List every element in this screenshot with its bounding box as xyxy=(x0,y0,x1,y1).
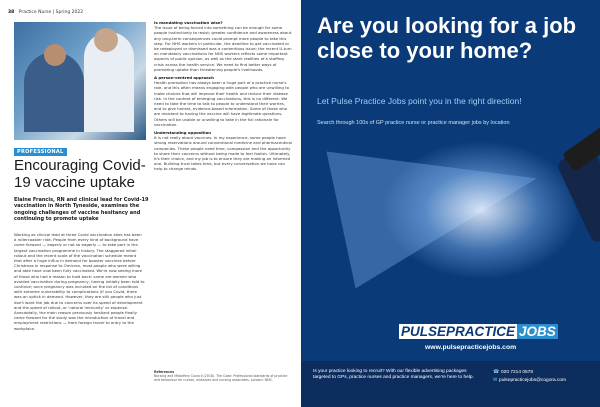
article-standfirst: Elaine Francis, RN and clinical lead for Covid-19 vaccination in North Tyneside, examines the ongoing challenges of vaccine hesitancy and continuing to promote uptake xyxy=(14,197,149,222)
subhead-opposition: Understanding opposition xyxy=(154,130,212,136)
references xyxy=(154,370,292,383)
paragraph-opposition: It is not really about vaccines. In my experience, some people have strong reservations around conventional medicine and pharmaceutical companies. These people need time, compassion and the opportunity to share their concerns without being made to feel foolish. Ultimately, it's their choice, and my job is to ensure they are making an informed one. Building trust takes time, but every conversation we have can help to change minds. xyxy=(154,135,293,172)
running-head xyxy=(8,10,83,15)
pulse-practice-jobs-logo xyxy=(399,323,589,341)
article-headline: Encouraging Covid-19 vaccine uptake xyxy=(14,157,146,191)
references-title: References xyxy=(154,370,175,374)
vaccination-photo xyxy=(14,22,146,140)
publication-name: Practice Nurse | Spring 2022 xyxy=(18,10,84,15)
paragraph-mandating: The issue of being forced into something can be enough for some people instinctively to resist; greater confidence and awareness about any long-term consequences could prompt more people to take this step. For NHS workers in particular, the deadline to get vaccinated or be redeployed or dismissed was a contentious issue; the recent U-turn on mandatory vaccinations for NHS workers reflects some important aspects of public opinion, as well as the stark realities of a staffing crisis across the health service. We need to find better ways of promoting uptake than threatening people's livelihoods. xyxy=(154,25,292,72)
contact-details xyxy=(493,369,566,385)
references-text: Nursing and Midwifery Council (2018). The Code: Professional standards of practice and behaviour for nurses, midwives and nursing associates. London: NMC. xyxy=(154,374,288,383)
article-column-2 xyxy=(154,17,292,172)
light-spot xyxy=(381,140,581,280)
email-line[interactable] xyxy=(493,377,566,385)
page-number: 38 xyxy=(8,10,15,15)
phone-line[interactable] xyxy=(493,369,566,377)
phone-icon: ☎ xyxy=(493,370,499,375)
subhead-person-centred: A person-centred approach xyxy=(154,75,214,81)
paragraph-person-centred: Health promotion has always been a huge part of a practice nurse's role, and this often means engaging with people who are unwilling to make choices that will improve their health and reduce their disease risk. In the context of emerging vaccinations, this is no different. We need to take the time to talk to people to understand their worries, and to give honest, evidence-based information. Some of those who are resistant to having the vaccine will have legitimate questions. Others will be unable or unwilling to take in the full rationale for vaccination. xyxy=(154,80,289,127)
logo-part-pulsepractice: PULSEPRACTICE xyxy=(401,324,516,339)
jobs-advert xyxy=(301,0,600,407)
patient-head xyxy=(44,44,66,66)
section-tag: PROFESSIONAL xyxy=(14,148,67,156)
advert-subheadline: Let Pulse Practice Jobs point you in the right direction! xyxy=(317,96,522,106)
logo-part-jobs: JOBS xyxy=(519,324,556,339)
advert-footer xyxy=(301,361,600,407)
nurse-head xyxy=(94,28,118,52)
email-address: pulsepracticejobs@cogora.com xyxy=(499,378,567,383)
advert-headline: Are you looking for a job close to your home? xyxy=(317,13,577,63)
envelope-icon: ✉ xyxy=(493,378,498,383)
phone-number: 020 7214 0578 xyxy=(500,370,533,375)
article-column-1: Working as clinical lead at three Covid vaccination sites has been a rollercoaster ride. People from every kind of background have come forward — eagerly or not so eagerly — to take part in the largest vaccination programme in history. The staggered initial rollout and the recent scale of the vaccination schedule meant that after a huge influx in demand for booster vaccines before Christmas in response to Omicron, most people who were willing and able have now been fully vaccinated. We're now seeing more of those who had a reason to hold back: some are women who avoided vaccination during pregnancy, having initially been told to continue; once pregnancy was included on the list of conditions with extreme vulnerability to complications (if you Covid, there was an uptick in demand. However, they are still people who just don't want the jab due to concerns over its speed of development and the speed of rollout, or 'natural immunity' or expense. Anecdotally, the main reason previously hesitant people finally came forward for the study was the introduction of travel and employment restrictions — from foreign travel to entry to the workplace. xyxy=(14,232,145,331)
advert-url[interactable]: www.pulsepracticejobs.com xyxy=(425,344,517,351)
subhead-mandating: Is mandating vaccination wise? xyxy=(154,20,223,25)
recruit-text: Is your practice looking to recruit? With our flexible advertising packages targeted to GPs, practice nurses and practice managers, we're here to help. xyxy=(313,369,474,380)
advert-search-text: Search through 100s of GP practice nurse or practice manager jobs by location xyxy=(317,120,510,126)
